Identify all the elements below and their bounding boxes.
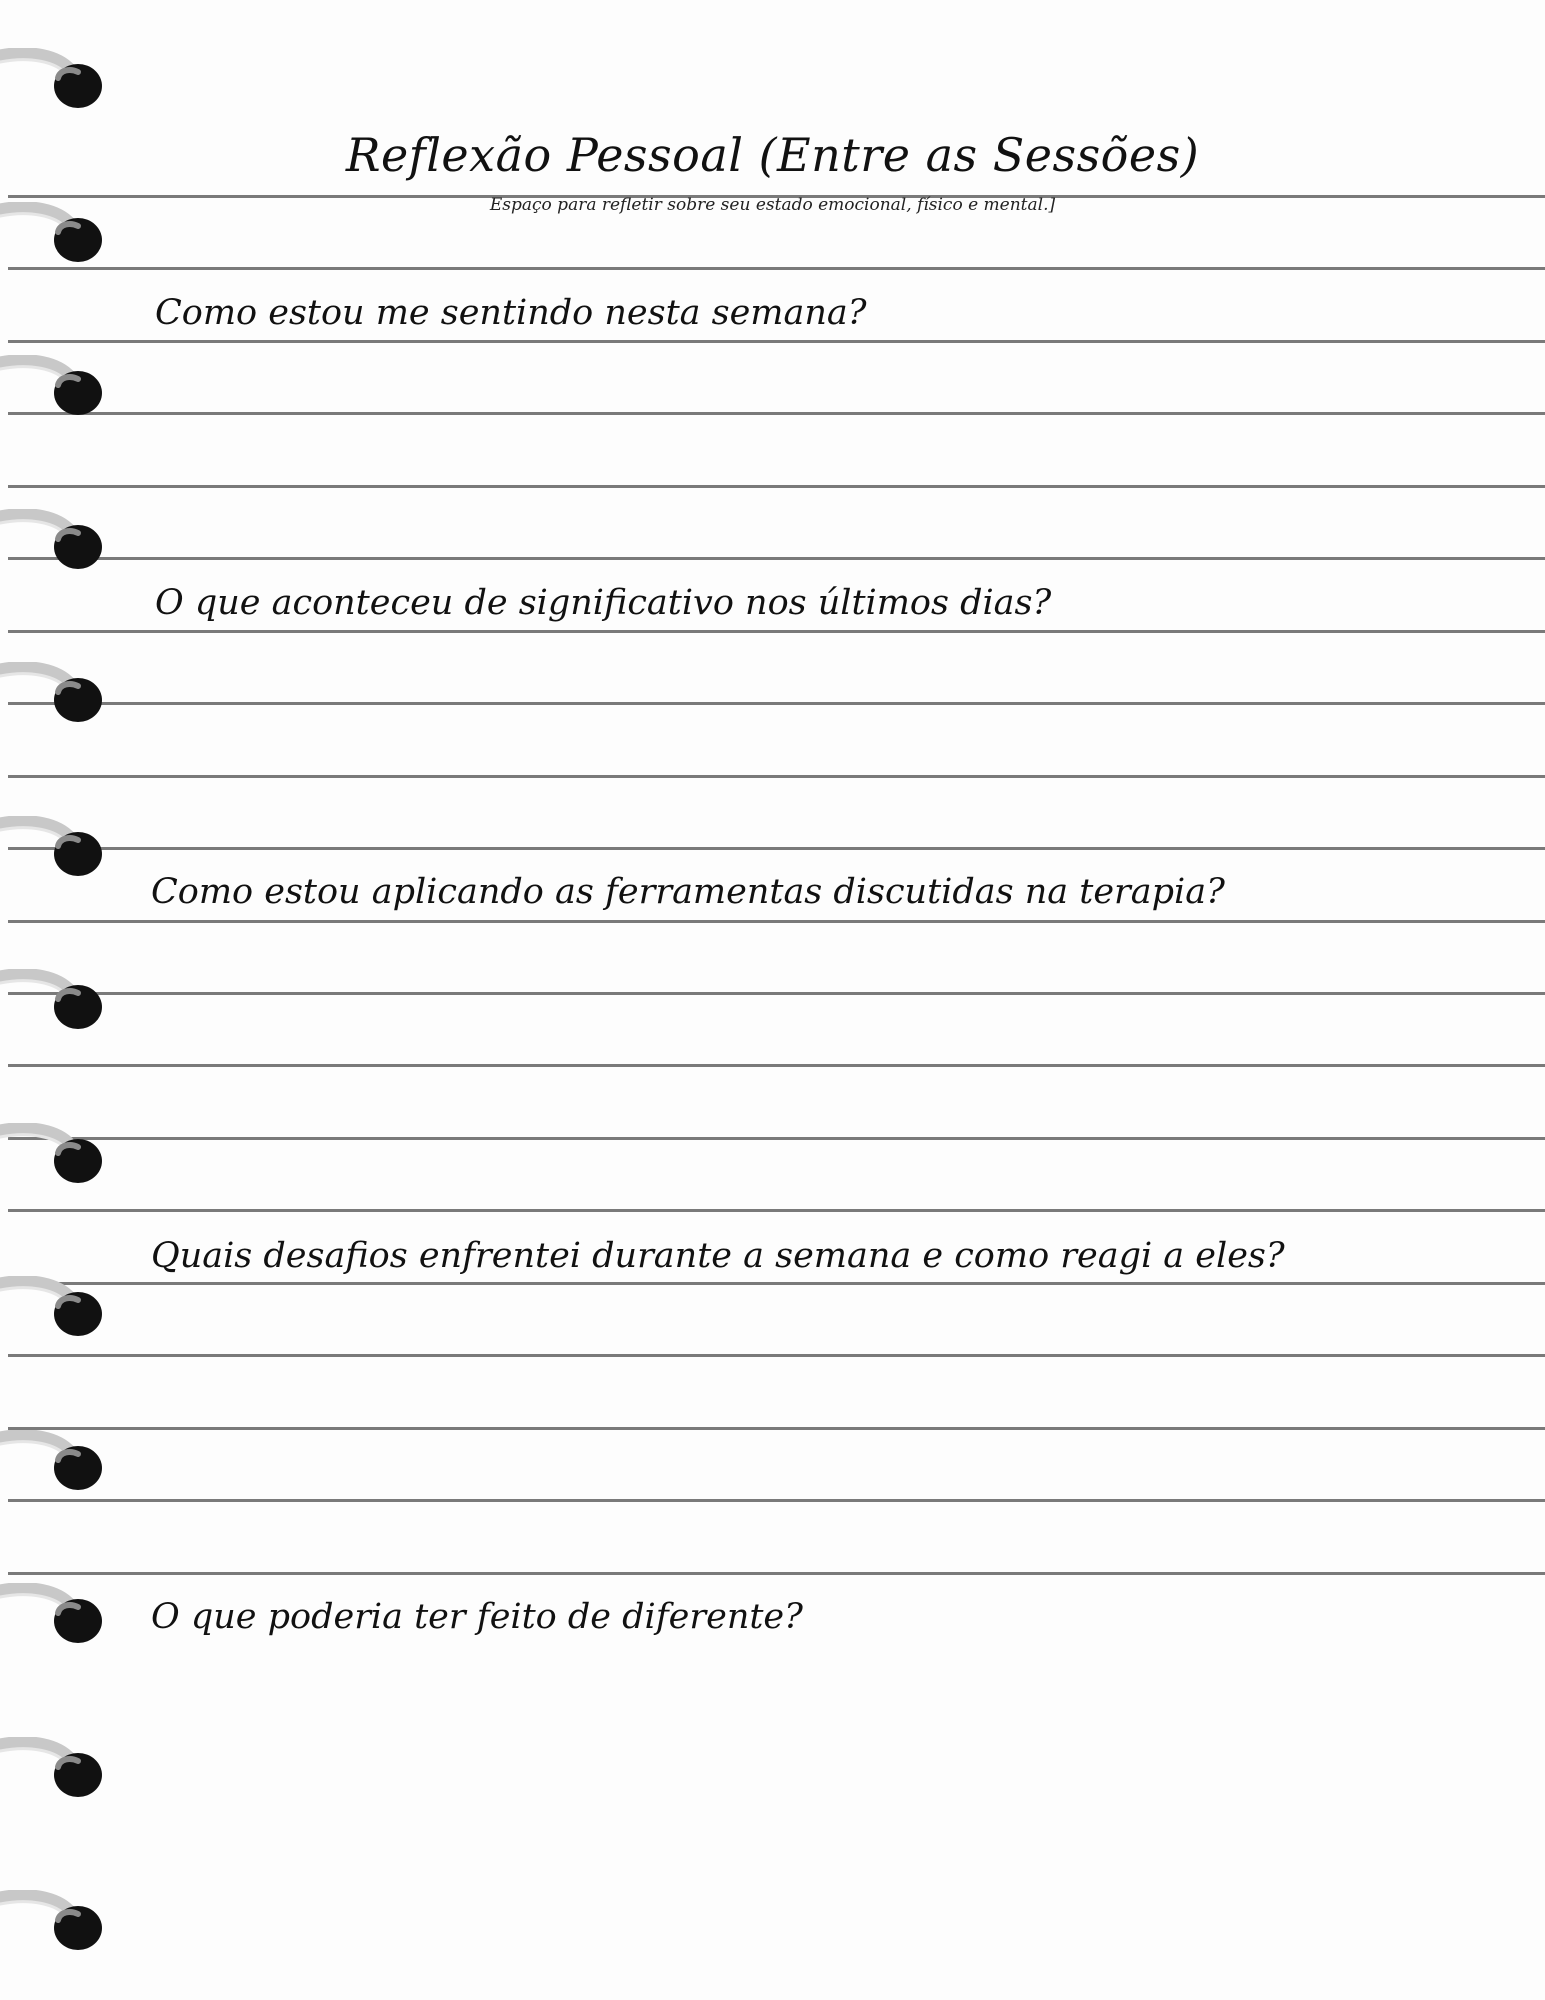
page-title: Reflexão Pessoal (Entre as Sessões) [345,128,1200,182]
ruled-line [8,630,1545,633]
ruled-line [8,1282,1545,1285]
spiral-binding-ring-icon [0,969,110,1029]
ruled-line [8,485,1545,488]
ruled-line [8,412,1545,415]
question-significant-events: O que aconteceu de significativo nos últimos dias? [155,583,1052,623]
ruled-line [8,1209,1545,1212]
ruled-line [8,702,1545,705]
ruled-line [8,920,1545,923]
ruled-line [8,775,1545,778]
question-challenges: Quais desafios enfrentei durante a semana e como reagi a eles? [151,1236,1285,1276]
ruled-line [8,1354,1545,1357]
spiral-binding-ring-icon [0,1890,110,1950]
ruled-line [8,847,1545,850]
ruled-line [8,267,1545,270]
ruled-line [8,1499,1545,1502]
ruled-line [8,1572,1545,1575]
question-tools-applied: Como estou aplicando as ferramentas discutidas na terapia? [151,872,1225,912]
page-subtitle: Espaço para refletir sobre seu estado emocional, físico e mental.] [489,195,1056,215]
ruled-line [8,992,1545,995]
spiral-binding-ring-icon [0,1583,110,1643]
ruled-line [8,340,1545,343]
spiral-binding-ring-icon [0,355,110,415]
spiral-binding-ring-icon [0,509,110,569]
spiral-binding-ring-icon [0,1123,110,1183]
spiral-binding-ring-icon [0,48,110,108]
question-what-different: O que poderia ter feito de diferente? [151,1597,803,1637]
question-feelings: Como estou me sentindo nesta semana? [155,293,867,333]
spiral-binding-ring-icon [0,1276,110,1336]
spiral-binding-ring-icon [0,1430,110,1490]
spiral-binding-ring-icon [0,1737,110,1797]
ruled-line [8,1064,1545,1067]
ruled-line [8,1427,1545,1430]
spiral-binding-ring-icon [0,816,110,876]
ruled-line [8,557,1545,560]
ruled-line [8,1137,1545,1140]
spiral-binding-ring-icon [0,662,110,722]
